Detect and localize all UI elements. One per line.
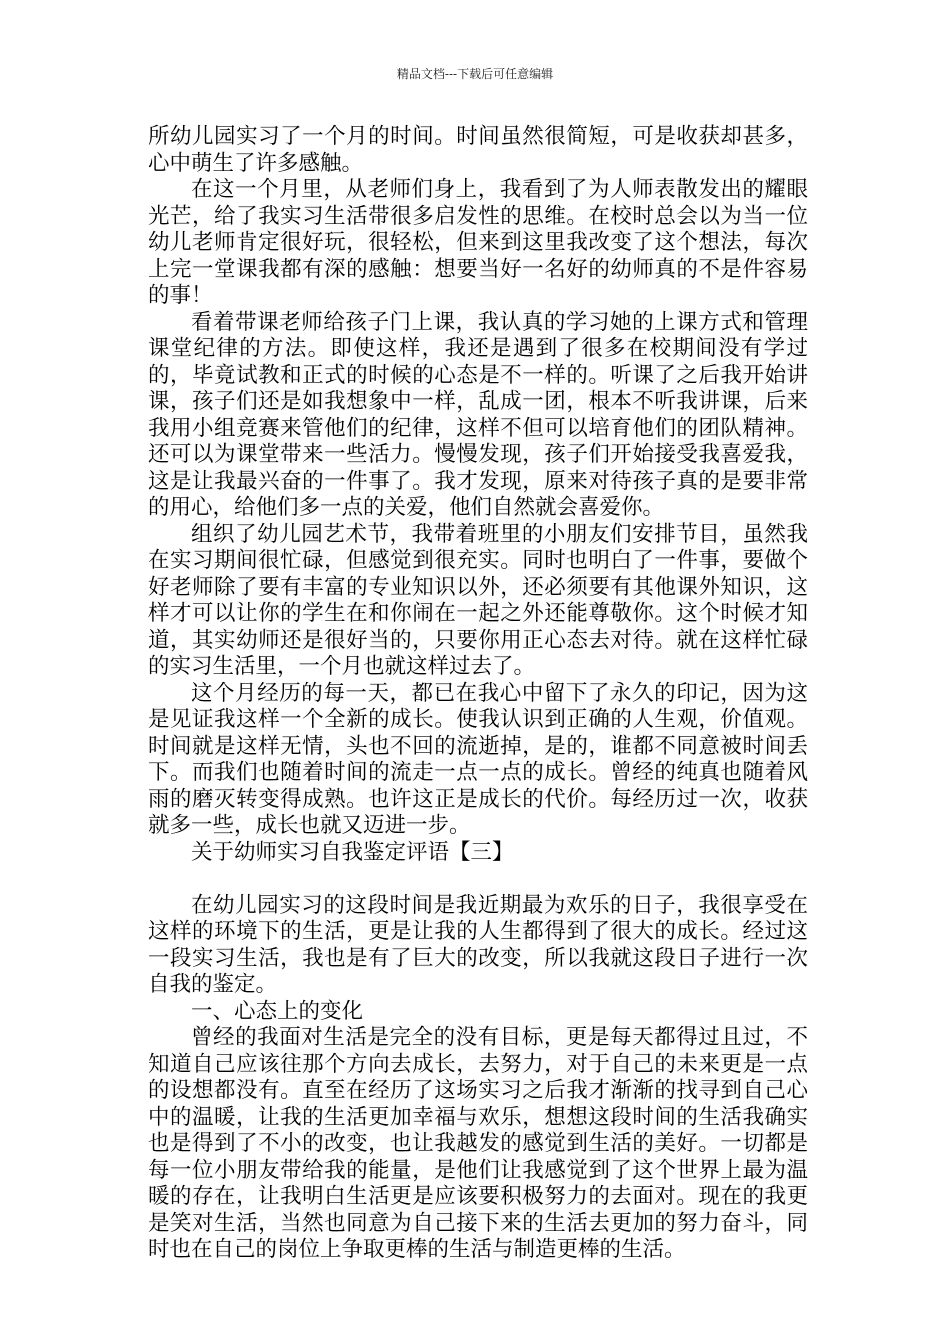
paragraph-continuation: 所幼儿园实习了一个月的时间。时间虽然很简短，可是收获却甚多，心中萌生了许多感触。 [148,124,808,176]
paragraph-teachers: 在这一个月里，从老师们身上，我看到了为人师表散发出的耀眼光芒，给了我实习生活带很多启发性的思维。在校时总会以为当一位幼儿老师肯定很好玩，很轻松，但来到这里我改变了这个想法，每次上完一堂课我都有深的感触：想要当好一名好的幼师真的不是件容易的事！ [148,177,808,308]
paragraph-section-intro: 在幼儿园实习的这段时间是我近期最为欢乐的日子，我很享受在这样的环境下的生活，更是让我的人生都得到了很大的成长。经过这一段实习生活，我也是有了巨大的改变，所以我就这段日子进行一次自我的鉴定。 [148,892,808,997]
paragraph-mindset: 曾经的我面对生活是完全的没有目标，更是每天都得过且过，不知道自己应该往那个方向去成长，去努力，对于自己的未来更是一点的设想都没有。直至在经历了这场实习之后我才渐渐的找寻到自己心中的温暖，让我的生活更加幸福与欢乐，想想这段时间的生活我确实也是得到了不小的改变，也让我越发的感觉到生活的美好。一切都是每一位小朋友带给我的能量，是他们让我感觉到了这个世界上最为温暖的存在，让我明白生活更是应该要积极努力的去面对。现在的我更是笑对生活，当然也同意为自己接下来的生活去更加的努力奋斗，同时也在自己的岗位上争取更棒的生活与制造更棒的生活。 [148,1025,808,1262]
page-header: 精品文档---下载后可任意编辑 [396,67,554,81]
document-body [148,124,808,1264]
paragraph-growth: 这个月经历的每一天，都已在我心中留下了永久的印记，因为这是见证我这样一个全新的成长。使我认识到正确的人生观，价值观。时间就是这样无情，头也不回的流逝掉，是的，谁都不同意被时间丢下。而我们也随着时间的流走一点一点的成长。曾经的纯真也随着风雨的磨灭转变得成熟。也许这正是成长的代价。每经历过一次，收获就多一些，成长也就又迈进一步。 [148,680,808,838]
blank-line [148,866,808,893]
section-title: 关于幼师实习自我鉴定评语【三】 [191,839,514,865]
paragraph-classroom: 看着带课老师给孩子门上课，我认真的学习她的上课方式和管理课堂纪律的方法。即使这样，我还是遇到了很多在校期间没有学过的，毕竟试教和正式的时候的心态是不一样的。听课了之后我开始讲课，孩子们还是如我想象中一样，乱成一团，根本不听我讲课，后来我用小组竞赛来管他们的纪律，这样不但可以培育他们的团队精神。还可以为课堂带来一些活力。慢慢发现，孩子们开始接受我喜爱我，这是让我最兴奋的一件事了。我才发现，原来对待孩子真的是要非常的用心，给他们多一点的关爱，他们自然就会喜爱你。 [148,309,808,520]
subheading-mindset: 一、心态上的变化 [191,998,364,1024]
paragraph-art-festival: 组织了幼儿园艺术节，我带着班里的小朋友们安排节目，虽然我在实习期间很忙碌，但感觉到很充实。同时也明白了一件事，要做个好老师除了要有丰富的专业知识以外，还必须要有其他课外知识，这样才可以让你的学生在和你闹在一起之外还能尊敬你。这个时候才知道，其实幼师还是很好当的，只要你用正心态去对待。就在这样忙碌的实习生活里，一个月也就这样过去了。 [148,521,808,679]
